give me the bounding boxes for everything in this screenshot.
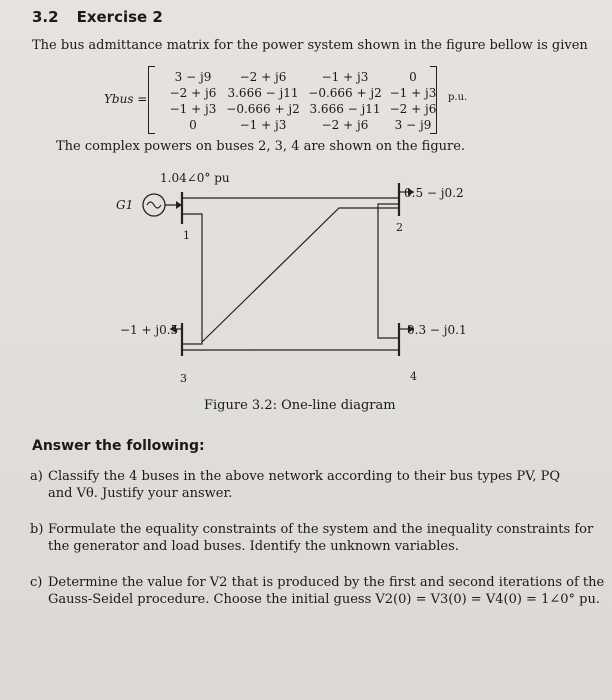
question-text-cont: and Vθ. Justify your answer. <box>48 486 233 501</box>
question-text-cont: the generator and load buses. Identify the unknown variables. <box>48 539 459 554</box>
question-c <box>30 574 604 608</box>
matrix-cell: −0.666 + j2 <box>308 86 382 100</box>
matrix-cell: −2 + j6 <box>389 102 437 116</box>
question-a <box>30 468 560 502</box>
matrix-cell: 0 <box>189 118 197 132</box>
matrix-cell: 3.666 − j11 <box>309 102 381 116</box>
generator-label: G1 <box>116 198 134 212</box>
answer-heading: Answer the following: <box>32 438 205 454</box>
line-2-3 <box>202 208 399 342</box>
question-b <box>30 521 593 555</box>
matrix-cell: −0.666 + j2 <box>226 102 300 116</box>
matrix-cell: −1 + j3 <box>389 86 437 100</box>
question-letter: c) <box>30 575 43 590</box>
ybus-label: Ybus = <box>104 92 148 106</box>
ybus-unit: p.u. <box>448 92 468 103</box>
question-text-cont: Gauss-Seidel procedure. Choose the initial guess V2(0) = V3(0) = V4(0) = 1∠0° pu. <box>48 592 600 607</box>
section-title: Exercise 2 <box>76 8 163 26</box>
bus-4-label: 4 <box>410 370 417 383</box>
matrix-cell: −2 + j6 <box>239 70 287 84</box>
bus-2-power: 0.5 − j0.2 <box>404 186 464 200</box>
bus-3-power: −1 + j0.5 <box>120 323 179 337</box>
question-text: Classify the 4 buses in the above network according to their bus types PV, PQ <box>48 469 561 484</box>
question-text: Formulate the equality constraints of the system and the inequality constraints for <box>48 522 594 537</box>
bus-4-power: 0.3 − j0.1 <box>407 323 467 337</box>
bus-2-label: 2 <box>396 221 403 234</box>
matrix-cell: 3 − j9 <box>394 118 432 132</box>
matrix-cell: −1 + j3 <box>321 70 369 84</box>
gen-voltage-label: 1.04∠0° pu <box>160 171 230 185</box>
matrix-cell: −2 + j6 <box>169 86 217 100</box>
intro-text: The bus admittance matrix for the power system shown in the figure bellow is given <box>32 38 588 53</box>
matrix-cell: 3 − j9 <box>174 70 212 84</box>
question-letter: b) <box>30 522 44 537</box>
complex-power-note: The complex powers on buses 2, 3, 4 are shown on the figure. <box>56 139 466 154</box>
bus-1-label: 1 <box>183 229 190 242</box>
matrix-cell: 3.666 − j11 <box>227 86 299 100</box>
matrix-cell: −1 + j3 <box>169 102 217 116</box>
question-letter: a) <box>30 469 43 484</box>
generator-sine-icon <box>147 202 161 208</box>
matrix-cell: −2 + j6 <box>321 118 369 132</box>
matrix-cell: −1 + j3 <box>239 118 287 132</box>
figure-caption: Figure 3.2: One-line diagram <box>204 398 396 413</box>
bus-3-label: 3 <box>180 372 187 385</box>
question-text: Determine the value for V2 that is produced by the first and second iterations of the <box>48 575 605 590</box>
matrix-cell: 0 <box>409 70 417 84</box>
section-number: 3.2 <box>32 8 59 26</box>
